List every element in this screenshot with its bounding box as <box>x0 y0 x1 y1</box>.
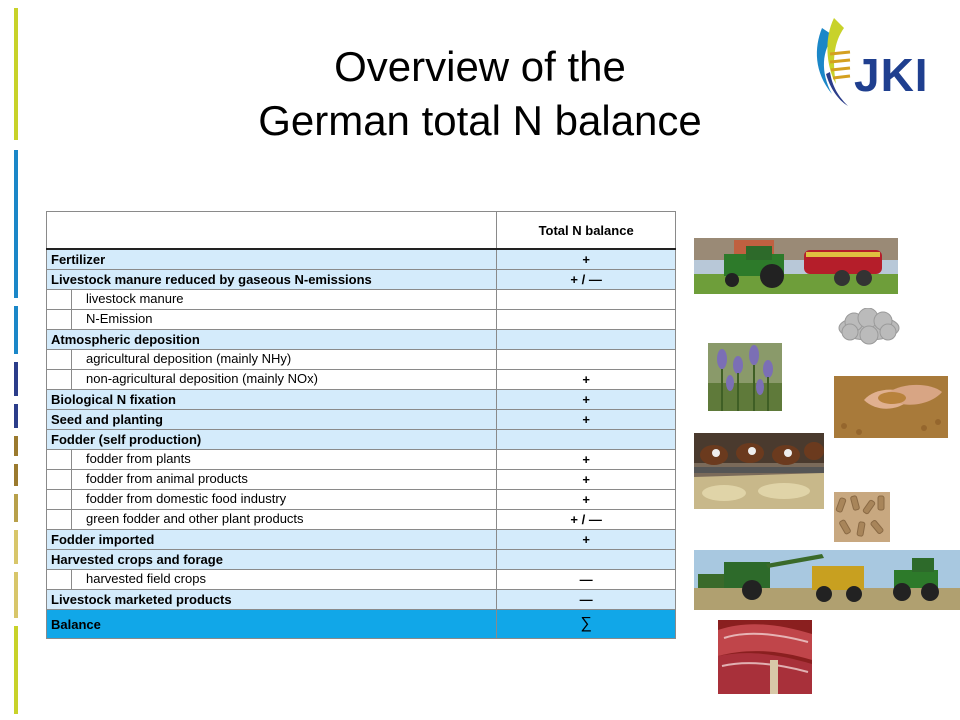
logo-text: JKI <box>854 49 929 101</box>
table-row <box>47 370 676 390</box>
row-label-cell <box>47 249 497 270</box>
row-label-cell <box>47 410 497 430</box>
row-label-cell <box>47 310 497 330</box>
ham-meat-photo <box>718 620 812 694</box>
table-row <box>47 390 676 410</box>
row-label: Atmospheric deposition <box>51 332 200 347</box>
row-label: Harvested crops and forage <box>51 552 223 567</box>
row-value-cell: + <box>497 490 676 510</box>
row-label-cell <box>47 470 497 490</box>
table-row <box>47 270 676 290</box>
row-label: Livestock manure reduced by gaseous N-emissions <box>51 272 372 287</box>
row-label-cell <box>47 390 497 410</box>
row-label: Seed and planting <box>51 412 163 427</box>
row-value-cell <box>497 310 676 330</box>
row-label-cell <box>47 570 497 590</box>
indent-spacer <box>47 570 72 589</box>
row-label-cell <box>47 590 497 610</box>
title-line-1: Overview of the <box>334 43 626 90</box>
flowering-legume-photo <box>708 343 782 411</box>
row-value-cell <box>497 290 676 310</box>
row-label-cell <box>47 610 497 639</box>
table-body <box>47 249 676 639</box>
table-row <box>47 290 676 310</box>
row-label: fodder from animal products <box>86 470 248 486</box>
row-value-cell <box>497 350 676 370</box>
table-row <box>47 490 676 510</box>
row-label: Balance <box>51 616 101 632</box>
row-value-cell: — <box>497 590 676 610</box>
row-label: agricultural deposition (mainly NHy) <box>86 350 292 366</box>
n-balance-table <box>46 211 676 639</box>
table-row <box>47 410 676 430</box>
table-row <box>47 330 676 350</box>
row-label: fodder from plants <box>86 450 191 466</box>
row-label-cell <box>47 530 497 550</box>
row-label-cell <box>47 350 497 370</box>
indent-spacer <box>47 450 72 469</box>
row-value-cell: + <box>497 450 676 470</box>
table-header-empty-cell <box>47 212 497 250</box>
row-value-cell <box>497 330 676 350</box>
row-label-cell <box>47 510 497 530</box>
row-label: green fodder and other plant products <box>86 510 304 526</box>
row-value-cell: + <box>497 249 676 270</box>
row-value-cell: + <box>497 410 676 430</box>
row-label-cell <box>47 550 497 570</box>
left-decorative-bar <box>14 0 19 720</box>
indent-spacer <box>47 490 72 509</box>
indent-spacer <box>47 350 72 369</box>
row-label: Livestock marketed products <box>51 592 232 607</box>
row-label: livestock manure <box>86 290 184 306</box>
jki-logo <box>812 14 948 110</box>
row-label: non-agricultural deposition (mainly NOx) <box>86 370 318 386</box>
table-row <box>47 470 676 490</box>
row-value-cell <box>497 550 676 570</box>
title-line-2: German total N balance <box>258 97 702 144</box>
table-row <box>47 610 676 639</box>
row-label-cell <box>47 430 497 450</box>
row-label: harvested field crops <box>86 570 206 586</box>
row-label: Fodder (self production) <box>51 432 202 447</box>
row-label: Fertilizer <box>51 252 106 267</box>
table-row <box>47 570 676 590</box>
table-header-total: Total N balance <box>497 212 676 250</box>
feed-pellets-photo <box>834 492 890 542</box>
row-value-cell: + / — <box>497 510 676 530</box>
indent-spacer <box>47 310 72 329</box>
row-label: Fodder imported <box>51 532 155 547</box>
table-row <box>47 590 676 610</box>
row-label: Biological N fixation <box>51 392 176 407</box>
cloud-icon <box>836 308 902 346</box>
row-label-cell <box>47 490 497 510</box>
table-header-row <box>47 212 676 250</box>
row-label: fodder from domestic food industry <box>86 490 287 506</box>
row-value-cell: ∑ <box>497 610 676 639</box>
seeds-in-hands-photo <box>834 376 948 438</box>
indent-spacer <box>47 370 72 389</box>
row-label-cell <box>47 330 497 350</box>
table-row <box>47 249 676 270</box>
slide-title <box>150 40 810 148</box>
table-row <box>47 430 676 450</box>
row-value-cell: + <box>497 470 676 490</box>
indent-spacer <box>47 290 72 309</box>
row-label-cell <box>47 290 497 310</box>
row-value-cell: + <box>497 370 676 390</box>
row-label: N-Emission <box>86 310 153 326</box>
row-label-cell <box>47 370 497 390</box>
cattle-feeding-photo <box>694 433 824 509</box>
table-row <box>47 550 676 570</box>
row-label-cell <box>47 270 497 290</box>
row-label-cell <box>47 450 497 470</box>
tractor-fertilizer-spreader-photo <box>694 238 898 294</box>
row-value-cell: + / — <box>497 270 676 290</box>
table-row <box>47 510 676 530</box>
table-row <box>47 310 676 330</box>
row-value-cell: — <box>497 570 676 590</box>
table-row <box>47 350 676 370</box>
combine-harvester-photo <box>694 550 960 610</box>
row-value-cell: + <box>497 530 676 550</box>
indent-spacer <box>47 470 72 489</box>
table-row <box>47 530 676 550</box>
row-value-cell: + <box>497 390 676 410</box>
indent-spacer <box>47 510 72 529</box>
table-row <box>47 450 676 470</box>
row-value-cell <box>497 430 676 450</box>
